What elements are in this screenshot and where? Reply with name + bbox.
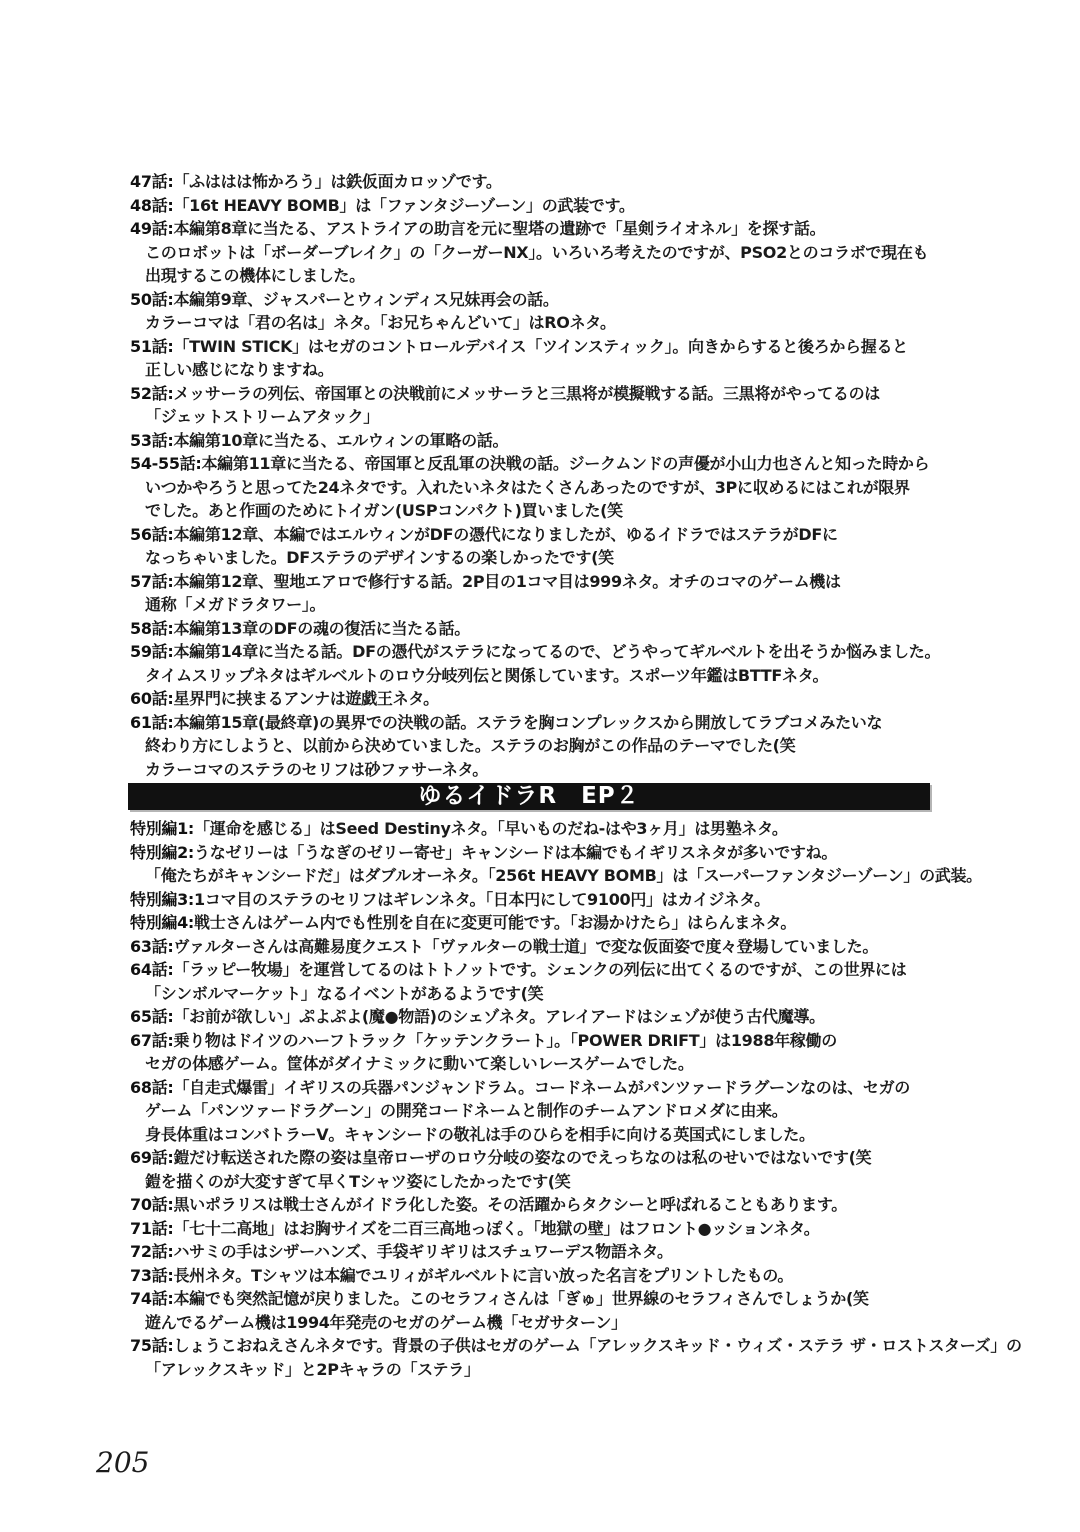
commentary-text: 正しい感じになりますね。	[145, 360, 334, 379]
commentary-line	[130, 1334, 1022, 1358]
commentary-text: でした。あと作画のためにトイガン(USPコンパクト)買いました(笑	[145, 501, 623, 520]
commentary-text: 本編第14章に当たる話。DFの憑代がステラになってるので、どうやってギルベルトを出そうか悩みました。	[173, 642, 941, 661]
commentary-line	[130, 1240, 945, 1264]
commentary-text: 「TWIN STICK」はセガのコントロールデバイス「ツインスティック」。向きからすると後ろから握ると	[173, 336, 908, 356]
commentary-line	[130, 1311, 945, 1335]
commentary-text: 「お前が欲しい」ぷよぷよ(魔●物語)のシェゾネタ。アレイアードはシェゾが使う古代魔導。	[173, 1007, 825, 1026]
commentary-text: 鎧を描くのが大変すぎて早くTシャツ姿にしたかったです(笑	[145, 1171, 571, 1191]
episode-label: 特別編2:	[130, 842, 195, 862]
episode-label: 特別編4:	[130, 913, 195, 932]
page-number: 205	[96, 1446, 150, 1479]
commentary-text: 本編第11章に当たる、帝国軍と反乱軍の決戦の話。ジークムンドの声優が小山力也さんと知った時から	[201, 454, 930, 473]
commentary-text: 星界門に挟まるアンナは遊戯王ネタ。	[173, 689, 439, 708]
commentary-line	[130, 1287, 945, 1311]
commentary-line	[130, 499, 945, 523]
episode-label: 特別編3:	[130, 889, 195, 909]
episode-label: 59話:	[130, 642, 174, 661]
episode-label: 特別編1:	[130, 819, 195, 838]
commentary-text: 長州ネタ。Tシャツは本編でユリィがギルベルトに言い放った名言をプリントしたもの。	[173, 1265, 794, 1285]
commentary-line	[130, 288, 945, 312]
commentary-line	[130, 1076, 945, 1100]
commentary-line	[130, 1358, 945, 1382]
commentary-text: しょうこおねえさんネタです。背景の子供はセガのゲーム「アレックスキッド・ウィズ・ステラ ザ・ロストスターズ」の	[173, 1336, 1022, 1355]
commentary-line	[130, 758, 945, 782]
commentary-line	[130, 1099, 945, 1123]
commentary-line	[130, 841, 945, 865]
episode-label: 63話:	[130, 936, 174, 956]
commentary-text: 「俺たちがキャンシードだ」はダブルオーネタ。「256t HEAVY BOMB」は「スーパーファンタジーゾーン」の武装。	[145, 866, 982, 885]
episode-label: 74話:	[130, 1289, 174, 1308]
commentary-text: 本編第12章、本編ではエルウィンがDFの憑代になりましたが、ゆるイドラではステラがDFに	[173, 524, 838, 544]
commentary-line	[130, 1052, 945, 1076]
commentary-line	[130, 1193, 945, 1217]
commentary-line	[130, 335, 945, 359]
commentary-line	[130, 452, 945, 476]
commentary-line	[130, 1123, 945, 1147]
commentary-line	[130, 1217, 945, 1241]
commentary-text: 本編第8章に当たる、アストライアの助言を元に聖塔の遺跡で「星剣ライオネル」を探す話。	[173, 219, 826, 238]
episode-label: 75話:	[130, 1336, 174, 1355]
commentary-text: 出現するこの機体にしました。	[145, 266, 365, 285]
episode-label: 65話:	[130, 1007, 174, 1026]
commentary-line	[130, 476, 945, 500]
commentary-text: 「自走式爆雷」イギリスの兵器パンジャンドラム。コードネームがパンツァードラグーンなのは、セガの	[173, 1077, 911, 1097]
commentary-text: 本編第12章、聖地エアロで修行する話。2P目の1コマ目は999ネタ。オチのコマのゲーム機は	[173, 571, 841, 591]
commentary-text: 「ラッピー牧場」を運営してるのはトトノットです。シェンクの列伝に出てくるのですが、この世界には	[173, 960, 907, 979]
episode-label: 67話:	[130, 1030, 174, 1050]
commentary-line	[130, 734, 945, 758]
commentary-text: 1コマ目のステラのセリフはギレンネタ。「日本円にして9100円」はカイジネタ。	[194, 889, 770, 909]
commentary-text: このロボットは「ボーダーブレイク」の「クーガーNX」。いろいろ考えたのですが、PSO2とのコラボで現在も	[145, 242, 929, 262]
commentary-text: 「ふははは怖かろう」は鉄仮面カロッゾです。	[173, 172, 502, 191]
episode-label: 69話:	[130, 1148, 174, 1167]
commentary-line	[130, 711, 945, 735]
commentary-text: 通称「メガドラタワー」。	[145, 595, 326, 614]
commentary-text: 「シンボルマーケット」なるイベントがあるようです(笑	[145, 983, 544, 1003]
commentary-line	[130, 1005, 945, 1029]
commentary-text: 本編第15章(最終章)の異界での決戦の話。ステラを胸コンプレックスから開放してラブコメみたいな	[173, 712, 883, 732]
episode-label: 47話:	[130, 172, 174, 191]
commentary-line	[130, 429, 945, 453]
commentary-line	[130, 217, 945, 241]
commentary-text: カラーコマは「君の名は」ネタ。「お兄ちゃんどいて」はROネタ。	[145, 313, 616, 332]
episode-label: 64話:	[130, 960, 174, 979]
commentary-text: 「16t HEAVY BOMB」は「ファンタジーゾーン」の武装です。	[173, 195, 635, 215]
commentary-line	[130, 664, 945, 688]
commentary-text: いつかやろうと思ってた24ネタです。入れたいネタはたくさんあったのですが、3Pに収めるにはこれが限界	[145, 477, 910, 497]
commentary-line	[130, 382, 945, 406]
commentary-text: メッサーラの列伝、帝国軍との決戦前にメッサーラと三黒将が模擬戦する話。三黒将がやってるのは	[173, 383, 880, 403]
commentary-line	[130, 1029, 945, 1053]
commentary-line	[130, 817, 945, 841]
commentary-content	[130, 170, 1022, 1381]
commentary-text: タイムスリップネタはギルベルトのロウ分岐列伝と関係しています。スポーツ年鑑はBTTFネタ。	[145, 665, 829, 685]
episode-label: 68話:	[130, 1077, 174, 1097]
commentary-line	[130, 593, 945, 617]
commentary-text: うなゼリーは「うなぎのゼリー寄せ」キャンシードは本編でもイギリスネタが多いですね。	[194, 842, 838, 862]
commentary-text: セガの体感ゲーム。筐体がダイナミックに動いて楽しいレースゲームでした。	[145, 1054, 694, 1073]
episode-label: 51話:	[130, 336, 174, 356]
commentary-line	[130, 888, 945, 912]
section-banner	[128, 783, 930, 810]
commentary-line	[130, 958, 945, 982]
commentary-line	[130, 358, 945, 382]
episode-label: 52話:	[130, 383, 174, 403]
episode-label: 54-55話:	[130, 454, 202, 473]
episode-label: 49話:	[130, 219, 174, 238]
commentary-line	[130, 935, 945, 959]
commentary-line	[130, 311, 945, 335]
commentary-text: なっちゃいました。DFステラのデザインするの楽しかったです(笑	[145, 548, 614, 567]
episode-label: 57話:	[130, 571, 174, 591]
commentary-text: 本編でも突然記憶が戻りました。このセラフィさんは「ぎゅ」世界線のセラフィさんでしょうか(笑	[173, 1289, 869, 1308]
commentary-line	[130, 1264, 945, 1288]
commentary-line	[130, 546, 945, 570]
commentary-line	[130, 194, 945, 218]
commentary-text: ハサミの手はシザーハンズ、手袋ギリギリはスチュワーデス物語ネタ。	[173, 1242, 673, 1261]
commentary-text: 戦士さんはゲーム内でも性別を自在に変更可能です。「お湯かけたら」はらんまネタ。	[194, 913, 797, 932]
section-banner-title: ゆるイドラR EP２	[418, 783, 640, 809]
commentary-text: 本編第13章のDFの魂の復活に当たる話。	[173, 618, 470, 638]
commentary-text: 遊んでるゲーム機は1994年発売のセガのゲーム機「セガサターン」	[145, 1312, 627, 1332]
commentary-text: 「運命を感じる」はSeed Destinyネタ。「早いものだね-はや3ヶ月」は男塾ネタ。	[194, 819, 788, 838]
commentary-line	[130, 1146, 945, 1170]
commentary-line	[130, 982, 945, 1006]
commentary-text: 本編第10章に当たる、エルウィンの軍略の話。	[173, 430, 509, 450]
commentary-text: 黒いポラリスは戦士さんがイドラ化した姿。その活躍からタクシーと呼ばれることもあります。	[173, 1195, 847, 1214]
commentary-text: 本編第9章、ジャスパーとウィンディス兄妹再会の話。	[173, 289, 559, 309]
commentary-line	[130, 911, 945, 935]
commentary-text: ヴァルターさんは高難易度クエスト「ヴァルターの戦士道」で変な仮面姿で度々登場していました。	[173, 936, 879, 956]
commentary-text: 身長体重はコンバトラーV。キャンシードの敬礼は手のひらを相手に向ける英国式にしました。	[145, 1124, 815, 1144]
commentary-line	[130, 1170, 945, 1194]
episode-label: 70話:	[130, 1195, 174, 1214]
commentary-section-before-ep2	[130, 170, 945, 781]
commentary-line	[130, 170, 945, 194]
commentary-line	[130, 570, 945, 594]
episode-label: 73話:	[130, 1265, 174, 1285]
episode-label: 48話:	[130, 195, 174, 215]
commentary-text: 乗り物はドイツのハーフトラック「ケッテンクラート」。「POWER DRIFT」は1988年稼働の	[173, 1030, 837, 1050]
commentary-line	[130, 523, 945, 547]
episode-label: 72話:	[130, 1242, 174, 1261]
commentary-text: 「アレックスキッド」と2Pキャラの「ステラ」	[145, 1359, 480, 1379]
commentary-text: ゲーム「パンツァードラグーン」の開発コードネームと制作のチームアンドロメダに由来。	[145, 1101, 788, 1120]
commentary-line	[130, 405, 945, 429]
commentary-section-ep2	[130, 817, 1022, 1381]
commentary-text: 鎧だけ転送された際の姿は皇帝ローザのロウ分岐の姿なのでえっちなのは私のせいではないです(笑	[173, 1148, 872, 1167]
commentary-line	[130, 241, 945, 265]
episode-label: 60話:	[130, 689, 174, 708]
episode-label: 71話:	[130, 1218, 174, 1238]
commentary-text: 「ジェットストリームアタック」	[145, 407, 379, 426]
episode-label: 50話:	[130, 289, 174, 309]
commentary-line	[130, 687, 945, 711]
commentary-line	[130, 617, 945, 641]
commentary-line	[130, 864, 982, 888]
commentary-text: 終わり方にしようと、以前から決めていました。ステラのお胸がこの作品のテーマでした(笑	[145, 736, 796, 755]
commentary-text: 「七十二高地」はお胸サイズを二百三高地っぽく。「地獄の壁」はフロント●ッションネタ。	[173, 1218, 820, 1238]
commentary-line	[130, 640, 945, 664]
episode-label: 53話:	[130, 430, 174, 450]
commentary-line	[130, 264, 945, 288]
commentary-text: カラーコマのステラのセリフは砂ファサーネタ。	[145, 759, 489, 779]
episode-label: 61話:	[130, 712, 174, 732]
episode-label: 58話:	[130, 618, 174, 638]
episode-label: 56話:	[130, 524, 174, 544]
